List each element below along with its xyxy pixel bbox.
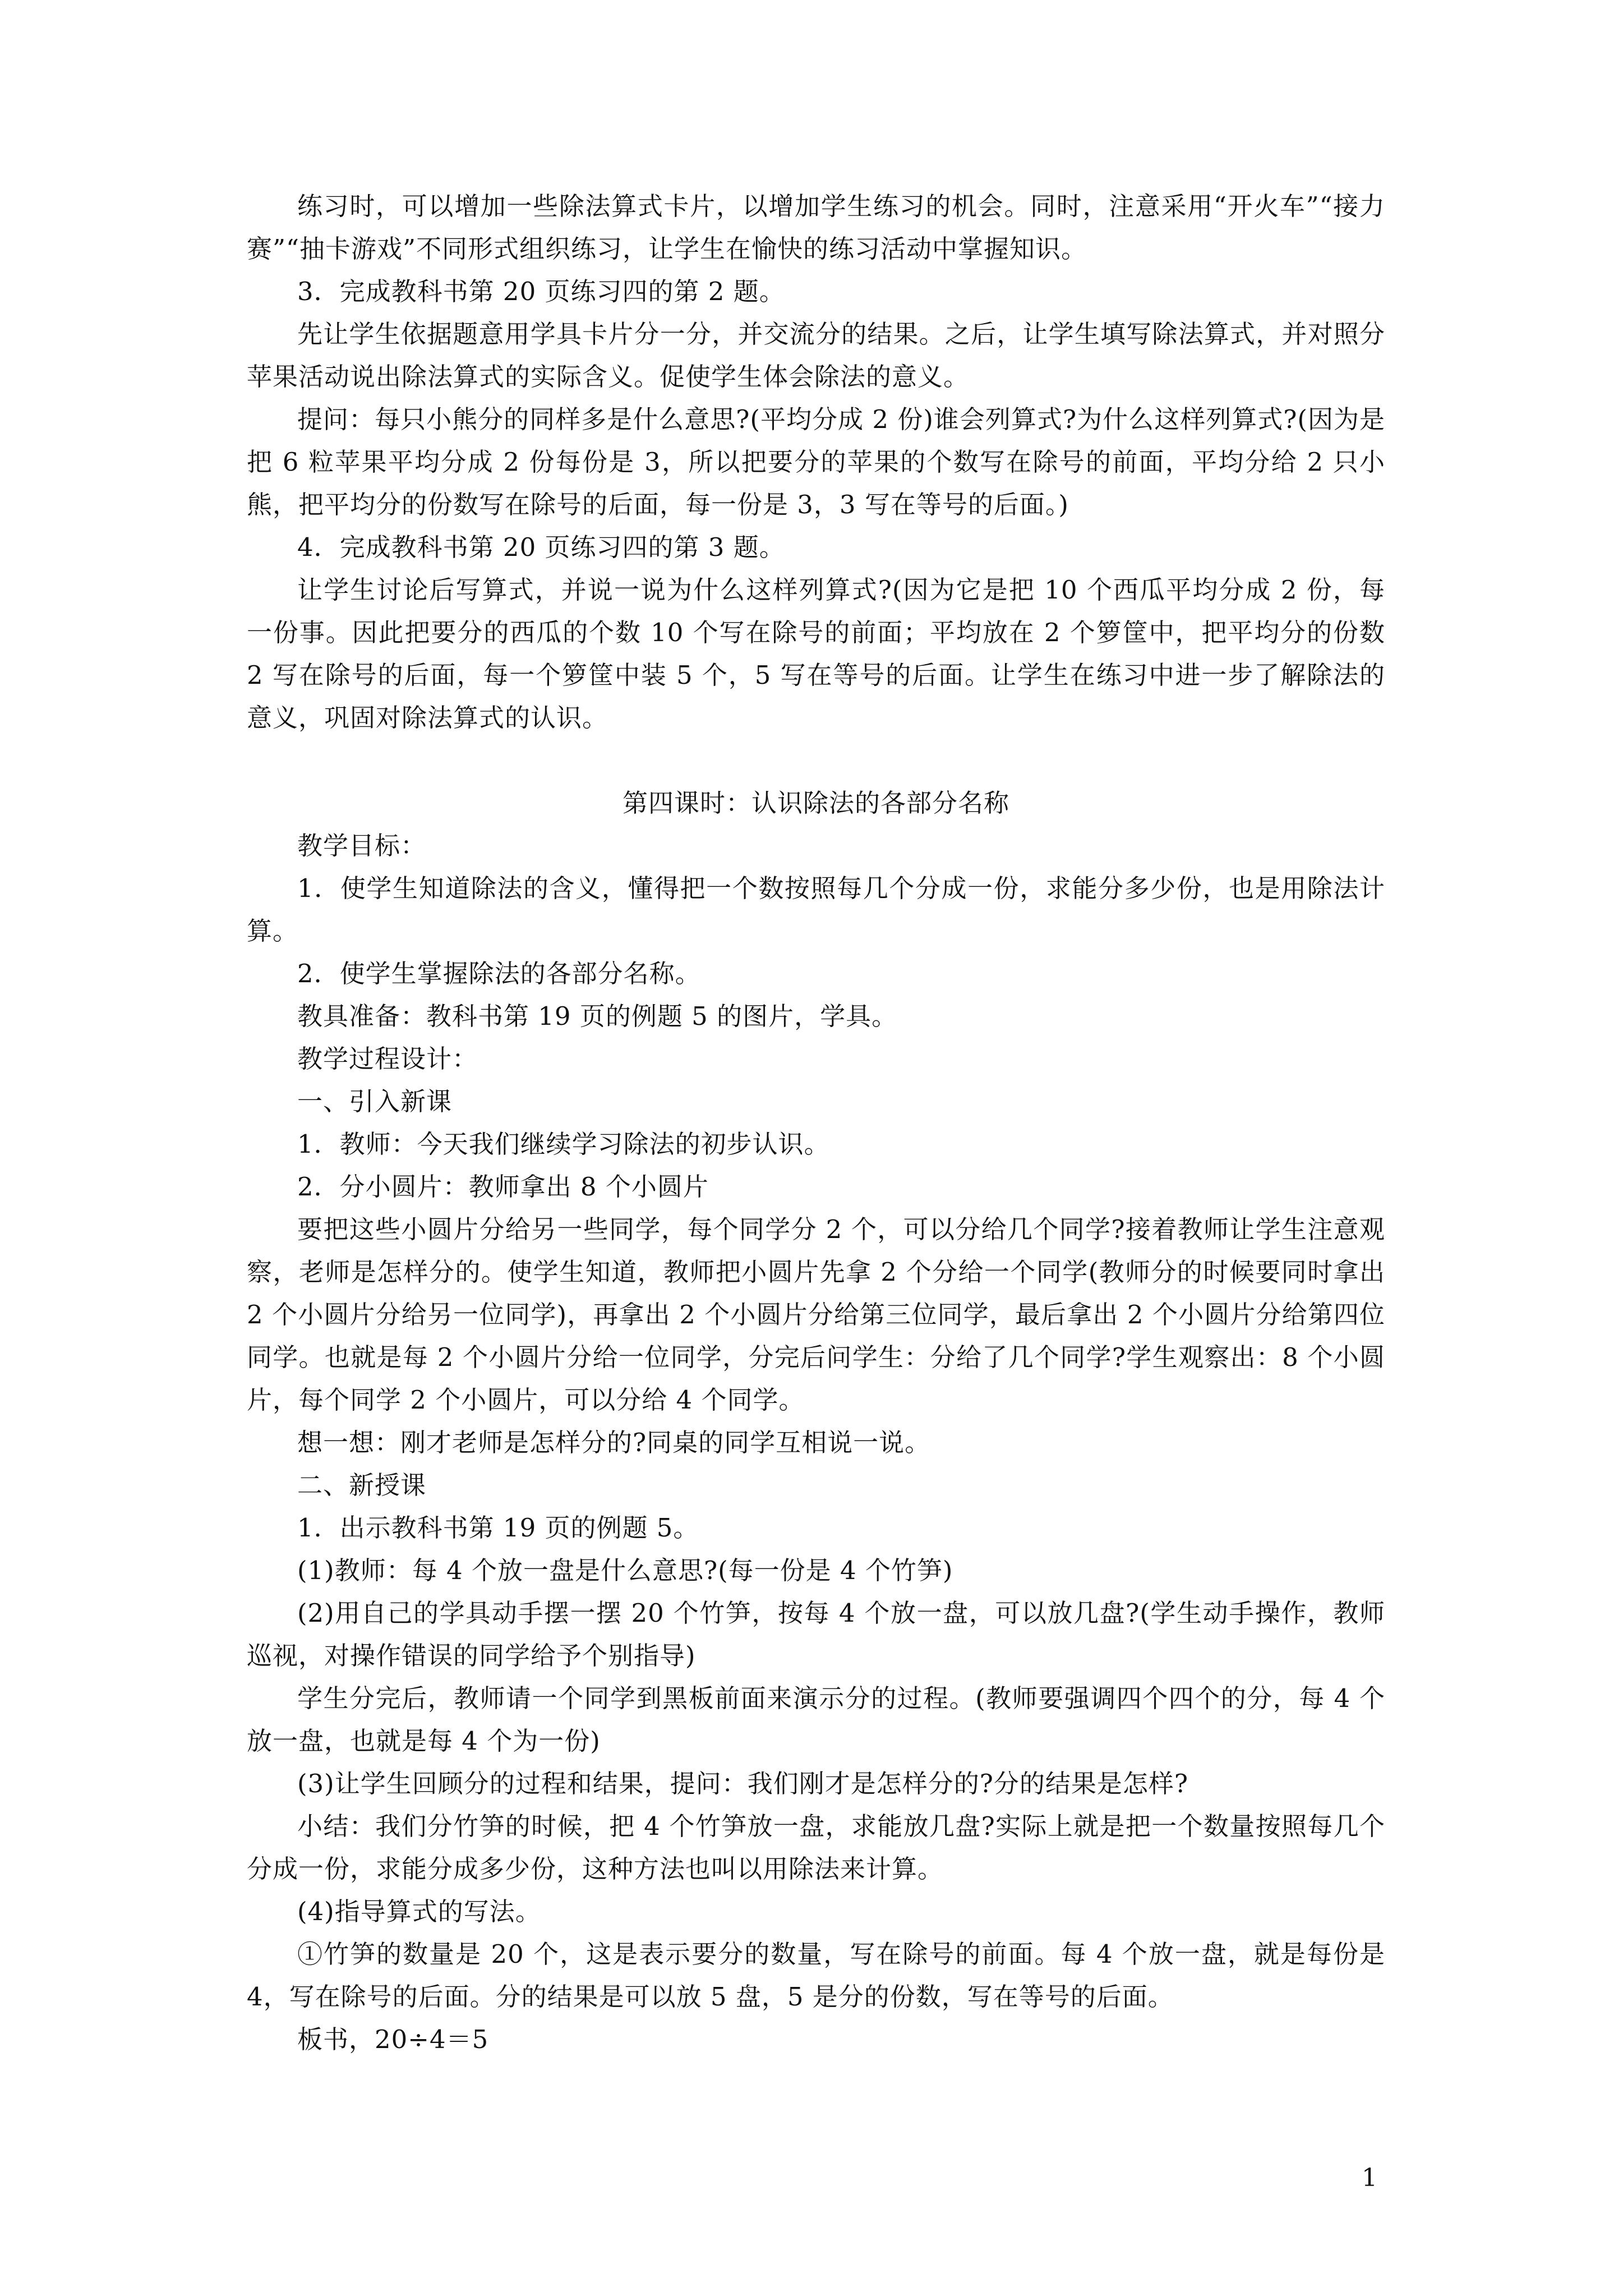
paragraph: ①竹笋的数量是 20 个，这是表示要分的数量，写在除号的前面。每 4 个放一盘，就是每份是 4，写在除号的后面。分的结果是可以放 5 盘，5 是分的份数，写在等号的后面。: [247, 1939, 1385, 2012]
paragraph: 要把这些小圆片分给另一些同学，每个同学分 2 个，可以分给几个同学?接着教师让学生注意观察，老师是怎样分的。使学生知道，教师把小圆片先拿 2 个分给一个同学(教师分的时候要同时拿出 2 个小圆片分给另一位同学)，再拿出 2 个小圆片分给第三位同学，最后拿出 2 个小圆片分给第四位同学。也就是每 2 个小圆片分给一位同学，分完后问学生：分给了几个同学?学生观察出：8 个小圆片，每个同学 2 个小圆片，可以分给 4 个同学。: [247, 1214, 1385, 1415]
document-body: [247, 185, 1385, 2061]
paragraph: 1．出示教科书第 19 页的例题 5。: [297, 1513, 699, 1543]
paragraph: 二、新授课: [297, 1470, 427, 1500]
paragraph: (4)指导算式的写法。: [297, 1897, 541, 1926]
paragraph: 1．教师：今天我们继续学习除法的初步认识。: [297, 1129, 830, 1159]
paragraph: 2．使学生掌握除法的各部分名称。: [297, 959, 701, 988]
paragraph: (2)用自己的学具动手摆一摆 20 个竹笋，按每 4 个放一盘，可以放几盘?(学生动手操作，教师巡视，对操作错误的同学给予个别指导): [247, 1598, 1385, 1671]
paragraph: (3)让学生回顾分的过程和结果，提问：我们刚才是怎样分的?分的结果是怎样?: [297, 1769, 1188, 1798]
paragraph: 2．分小圆片：教师拿出 8 个小圆片: [297, 1172, 709, 1202]
page-number: 1: [1362, 2164, 1377, 2192]
section-heading: 第四课时：认识除法的各部分名称: [622, 788, 1009, 818]
paragraph: 1．使学生知道除法的含义，懂得把一个数按照每几个分成一份，求能分多少份，也是用除法计算。: [247, 873, 1385, 946]
paragraph: 板书，20÷4＝5: [297, 2024, 489, 2054]
paragraph: 3．完成教科书第 20 页练习四的第 2 题。: [297, 277, 785, 306]
paragraph: 教具准备：教科书第 19 页的例题 5 的图片，学具。: [297, 1001, 898, 1031]
paragraph: 教学过程设计：: [297, 1044, 478, 1074]
paragraph: 练习时，可以增加一些除法算式卡片，以增加学生练习的机会。同时，注意采用“开火车”“接力赛”“抽卡游戏”不同形式组织练习，让学生在愉快的练习活动中掌握知识。: [247, 191, 1385, 264]
paragraph: 一、引入新课: [297, 1087, 453, 1116]
paragraph: 提问：每只小熊分的同样多是什么意思?(平均分成 2 份)谁会列算式?为什么这样列算式?(因为是把 6 粒苹果平均分成 2 份每份是 3，所以把要分的苹果的个数写在除号的前面，平均分给 2 只小熊，把平均分的份数写在除号的后面，每一份是 3，3 写在等号的后面。): [247, 404, 1385, 519]
paragraph: 想一想：刚才老师是怎样分的?同桌的同学互相说一说。: [297, 1428, 931, 1457]
paragraph: 教学目标：: [297, 831, 427, 861]
paragraph: 学生分完后，教师请一个同学到黑板前面来演示分的过程。(教师要强调四个四个的分，每 4 个放一盘，也就是每 4 个为一份): [247, 1683, 1385, 1756]
paragraph: 让学生讨论后写算式，并说一说为什么这样列算式?(因为它是把 10 个西瓜平均分成 2 份，每一份事。因此把要分的西瓜的个数 10 个写在除号的前面；平均放在 2 个箩筐中，把平均分的份数 2 写在除号的后面，每一个箩筐中装 5 个，5 写在等号的后面。让学生在练习中进一步了解除法的意义，巩固对除法算式的认识。: [247, 575, 1385, 733]
paragraph: (1)教师：每 4 个放一盘是什么意思?(每一份是 4 个竹笋): [297, 1556, 953, 1585]
paragraph: 4．完成教科书第 20 页练习四的第 3 题。: [297, 532, 785, 562]
paragraph: 先让学生依据题意用学具卡片分一分，并交流分的结果。之后，让学生填写除法算式，并对照分苹果活动说出除法算式的实际含义。促使学生体会除法的意义。: [247, 319, 1385, 392]
paragraph: 小结：我们分竹笋的时候，把 4 个竹笋放一盘，求能放几盘?实际上就是把一个数量按照每几个分成一份，求能分成多少份，这种方法也叫以用除法来计算。: [247, 1811, 1385, 1884]
